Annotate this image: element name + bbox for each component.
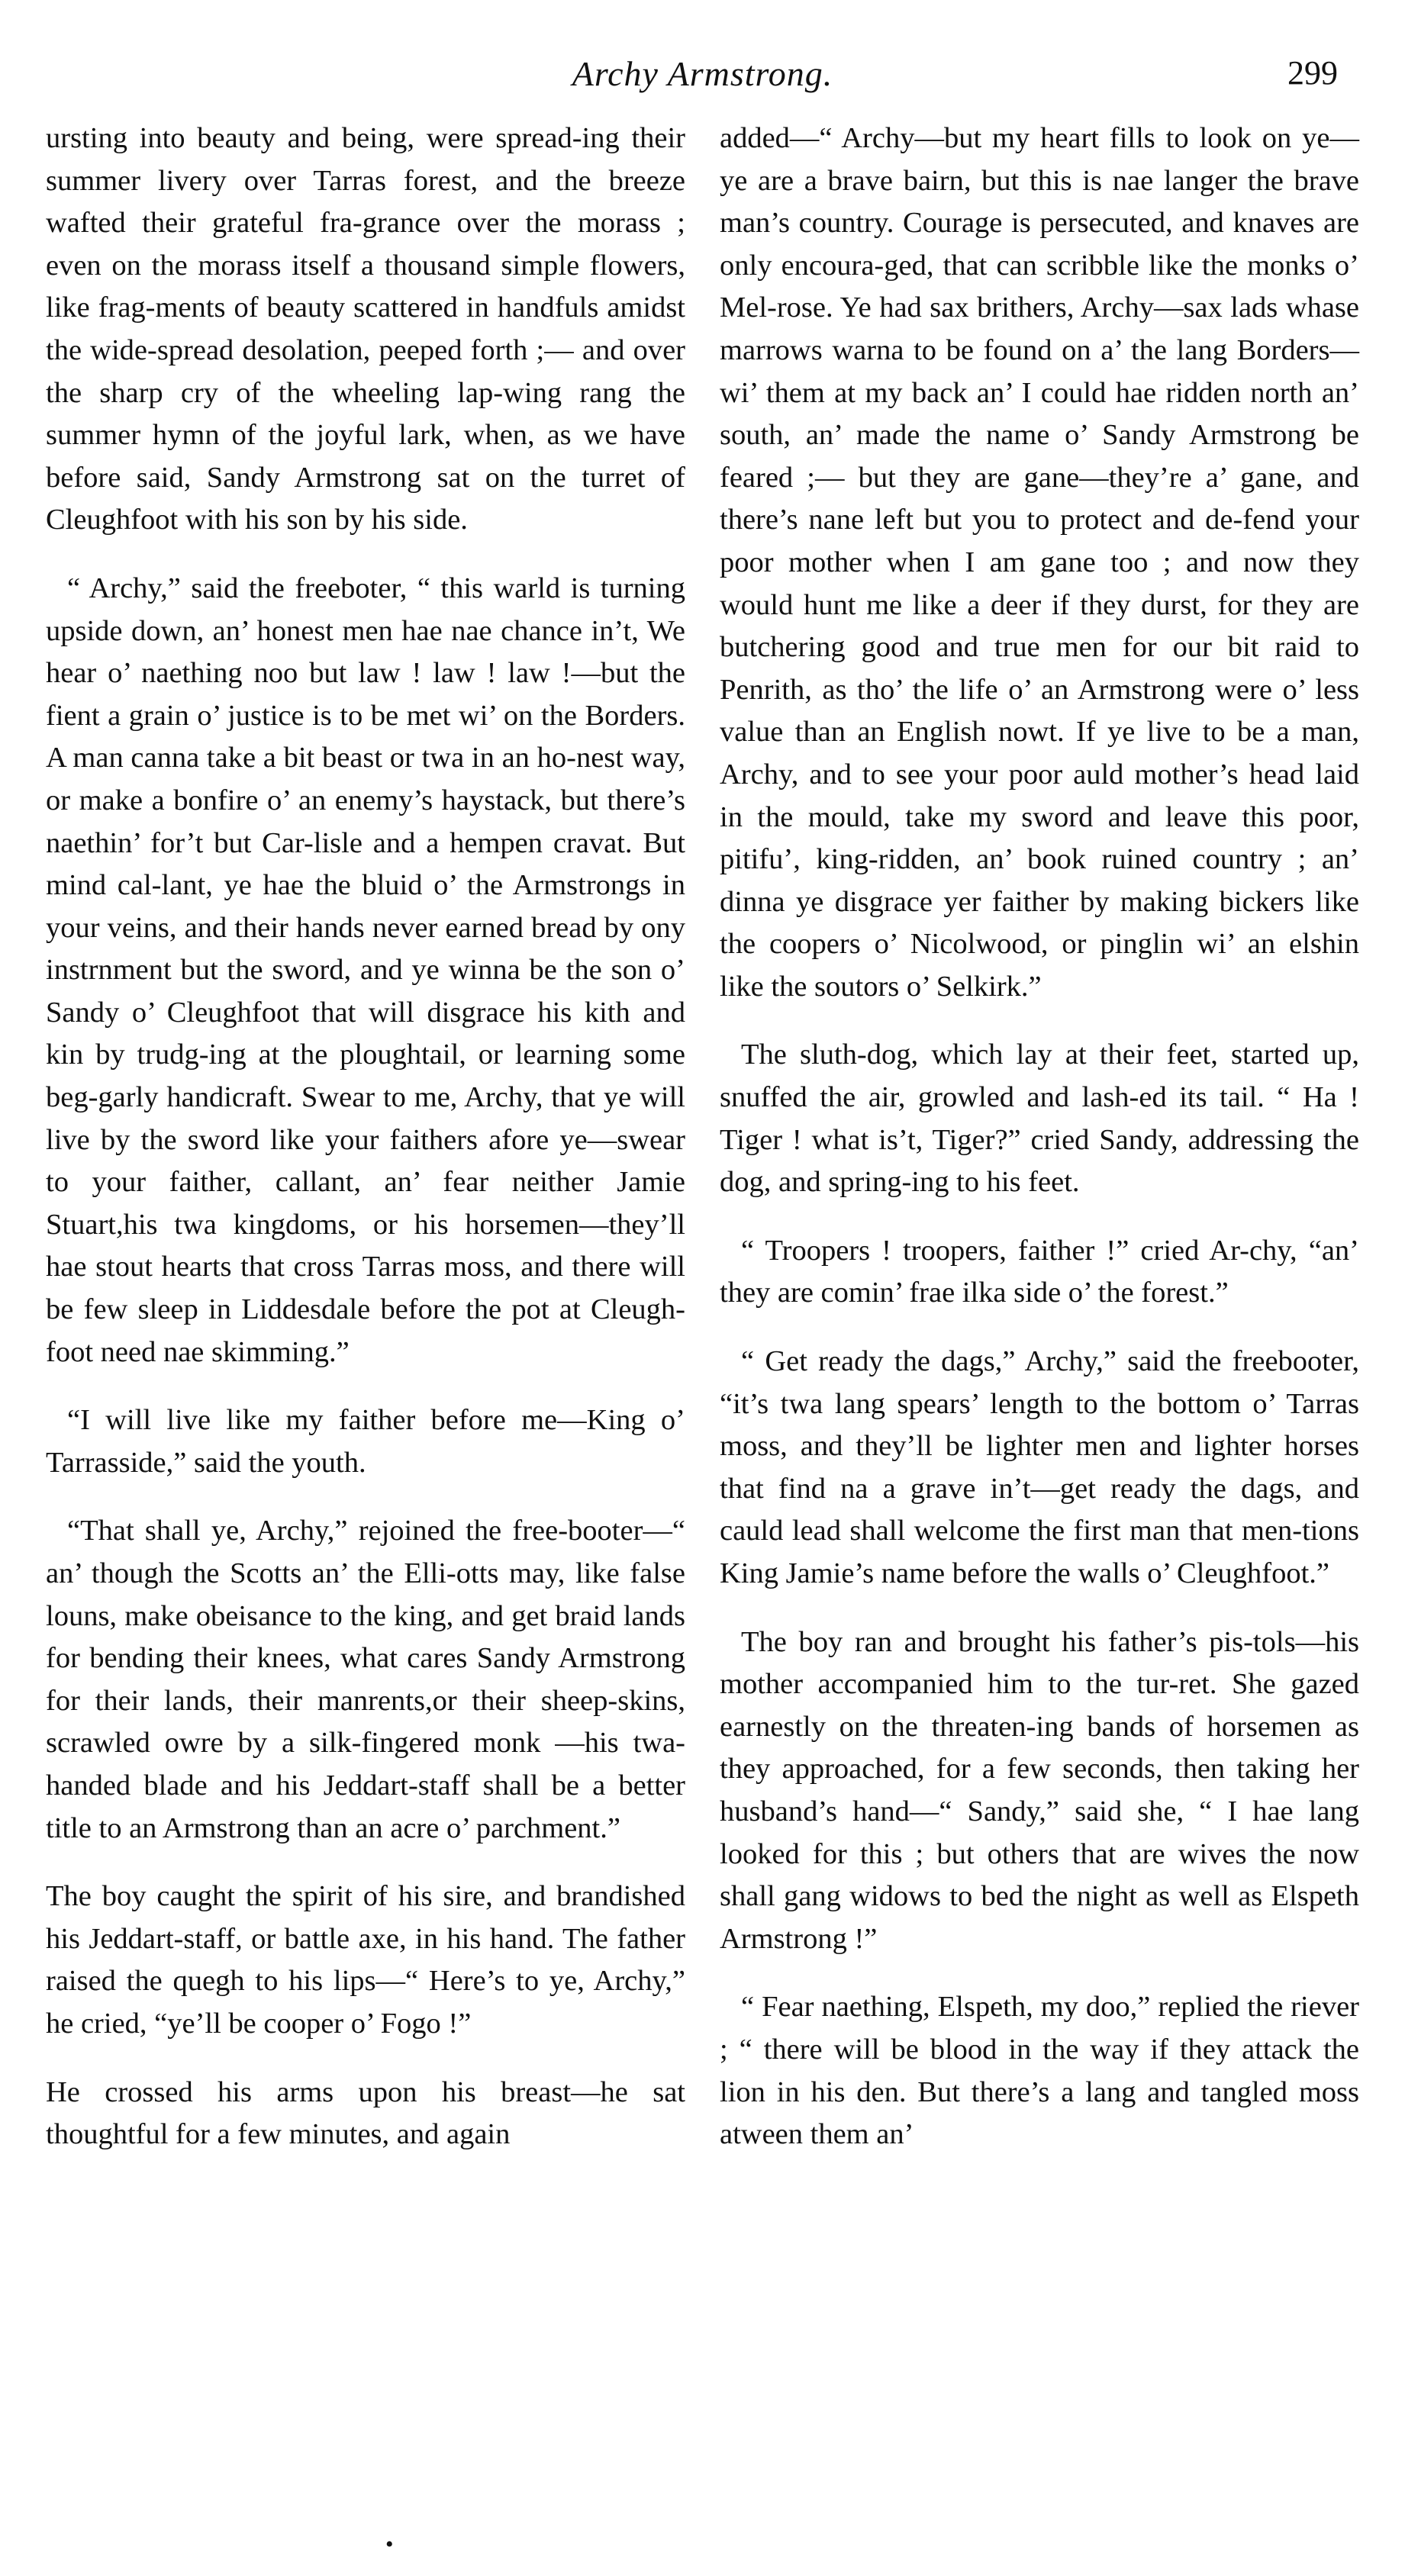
paragraph: added—“ Archy—but my heart fills to look on ye—ye are a brave bairn, but this is nae langer the brave man’s country. Courage is persecuted, and knaves are only encoura-ged, that can scribble like the monks o’ Mel-rose. Ye had sax brithers, Archy—sax lads whase marrows warna to be found on a’ the lang Borders—wi’ them at my back an’ I could hae ridden north an’ south, an’ made the name o’ Sandy Armstrong be feared ;— but they are gane—they’re a’ gane, and there’s nane left but you to protect and de-fend your poor mother when I am gane too ; and now they would hunt me like a deer if they durst, for they are butchering good and true men for our bit raid to Penrith, as tho’ the life o’ an Armstrong were o’ less value than an English nowt. If ye live to be a man, Archy, and to see your poor auld mother’s head laid in the mould, take my sword and leave this poor, pitifu’, king-ridden, an’ book ruined country ; an’ dinna ye disgrace yer faither by making bickers like the coopers o’ Nicolwood, or pinglin wi’ an elshin like the soutors o’ Selkirk.”	[720, 122, 1359, 1003]
paragraph: ursting into beauty and being, were spread-ing their summer livery over Tarras forest, and the breeze wafted their grateful fra-grance over the morass ; even on the morass itself a thousand simple flowers, like frag-ments of beauty scattered in handfuls amidst the wide-spread desolation, peeped forth ;— and over the sharp cry of the wheeling lap-wing rang the summer hymn of the joyful lark, when, as we have before said, Sandy Armstrong sat on the turret of Cleughfoot with his son by his side.	[46, 122, 685, 536]
paragraph: He crossed his arms upon his breast—he sat thoughtful for a few minutes, and again	[46, 2075, 685, 2151]
left-column	[46, 118, 685, 2156]
paragraph: The sluth-dog, which lay at their feet, started up, snuffed the air, growled and lash-ed its tail. “ Ha ! Tiger ! what is’t, Tiger?” cried Sandy, addressing the dog, and spring-ing to his feet.	[720, 1038, 1359, 1199]
right-column	[720, 118, 1359, 2156]
page-number: 299	[1287, 54, 1338, 92]
paragraph: “I will live like my faither before me—King o’ Tarrasside,” said the youth.	[46, 1404, 685, 1479]
page-header	[46, 53, 1359, 114]
running-title: Archy Armstrong.	[572, 54, 833, 93]
paragraph: “That shall ye, Archy,” rejoined the free-booter—“ an’ though the Scotts an’ the Elli-otts may, like false louns, make obeisance to the king, and get braid lands for bending their knees, what cares Sandy Armstrong for their lands, their manrents,or their sheep-skins, scrawled owre by a silk-fingered monk —his twa-handed blade and his Jeddart-staff shall be a better title to an Armstrong than an acre o’ parchment.”	[46, 1515, 685, 1844]
paragraph: “ Troopers ! troopers, faither !” cried Ar-chy, “an’ they are comin’ frae ilka side o’ the forest.”	[720, 1234, 1359, 1309]
paragraph: “ Get ready the dags,” Archy,” said the freebooter, “it’s twa lang spears’ length to the bottom o’ Tarras moss, and they’ll be lighter men and lighter horses that find na a grave in’t—get ready the dags, and cauld lead shall welcome the first man that men-tions King Jamie’s name before the walls o’ Cleughfoot.”	[720, 1345, 1359, 1589]
paragraph: The boy ran and brought his father’s pis-tols—his mother accompanied him to the tur-ret. She gazed earnestly on the threaten-ing bands of horsemen as they approached, for a few seconds, then taking her husband’s hand—“ Sandy,” said she, “ I hae lang looked for this ; but others that are wives the now shall gang widows to bed the night as well as Elspeth Armstrong !”	[720, 1625, 1359, 1955]
paragraph: The boy caught the spirit of his sire, and brandished his Jeddart-staff, or battle axe, in his hand. The father raised the quegh to his lips—“ Here’s to ye, Archy,” he cried, “ye’ll be cooper o’ Fogo !”	[46, 1880, 685, 2040]
paragraph: “ Archy,” said the freeboter, “ this warld is turning upside down, an’ honest men hae nae chance in’t, We hear o’ naething noo but law ! law ! law !—but the fient a grain o’ justice is to be met wi’ on the Borders. A man canna take a bit beast or twa in an ho-nest way, or make a bonfire o’ an enemy’s haystack, but there’s naethin’ for’t but Car-lisle and a hempen cravat. But mind cal-lant, ye hae the bluid o’ the Armstrongs in your veins, and their hands never earned bread by ony instrnment but the sword, and ye winna be the son o’ Sandy o’ Cleughfoot that will disgrace his kith and kin by trudg-ing at the ploughtail, or learning some beg-garly handicraft. Swear to me, Archy, that ye will live by the sword like your faithers afore ye—swear to your faither, callant, an’ fear neither Jamie Stuart,his twa kingdoms, or his horsemen—they’ll hae stout hearts that cross Tarras moss, and there will be few sleep in Liddesdale before the pot at Cleugh-foot need nae skimming.”	[46, 572, 685, 1368]
footer-mark: •	[385, 2532, 394, 2557]
text-columns	[46, 118, 1359, 2156]
paragraph: “ Fear naething, Elspeth, my doo,” replied the riever ; “ there will be blood in the way if they attack the lion in his den. But there’s a lang and tangled moss atween them an’	[720, 1991, 1359, 2151]
